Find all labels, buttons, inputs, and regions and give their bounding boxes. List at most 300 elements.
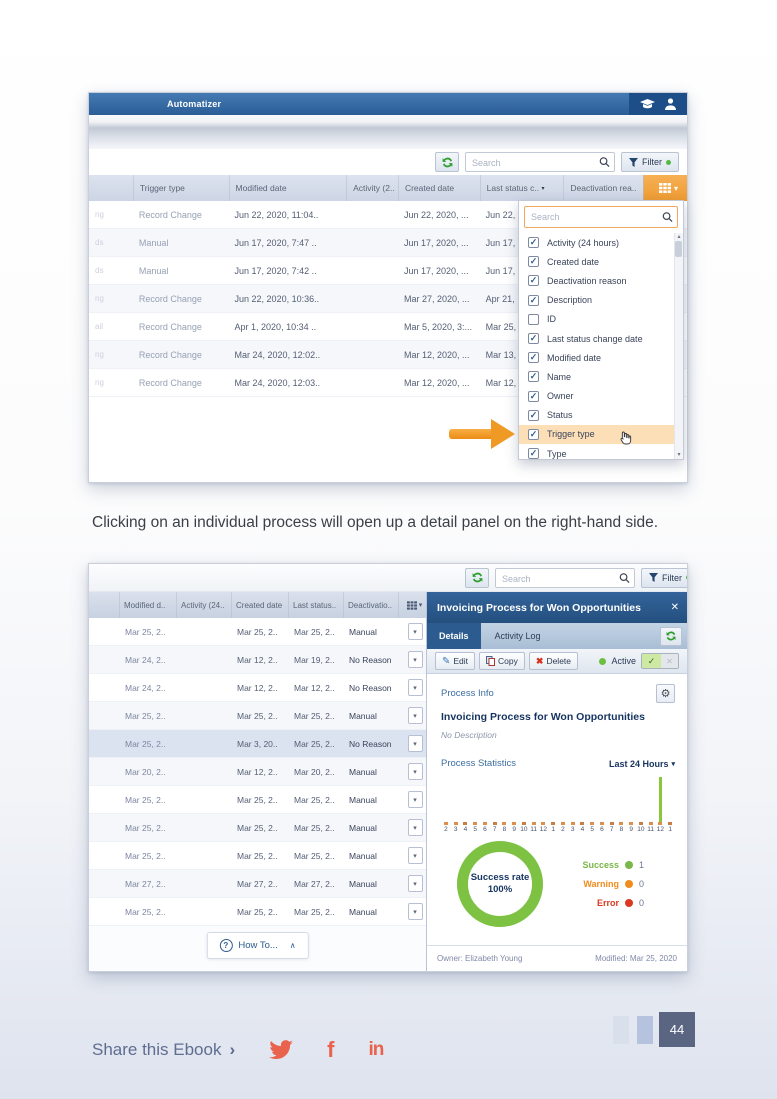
col-modified[interactable]: Modified d.. <box>119 592 176 618</box>
how-to-button[interactable]: ? How To... ∧ <box>206 932 308 959</box>
modified-date-cell: Mar 25, 2.. <box>125 906 166 917</box>
share-label: Share this Ebook <box>92 1040 222 1059</box>
modified-date-cell: Mar 25, 2.. <box>125 626 166 637</box>
activity-cell <box>346 294 398 304</box>
axis-tick <box>590 822 594 825</box>
filter-button[interactable]: Filter <box>641 568 687 588</box>
col-activity[interactable]: Activity (2.. <box>346 175 398 201</box>
share-row <box>92 1037 383 1063</box>
search-input[interactable] <box>496 570 634 588</box>
legend-value: 0 <box>639 898 645 908</box>
modified-date-cell: Mar 24, 2020, 12:02.. <box>234 349 321 360</box>
axis-tick <box>502 822 506 825</box>
graduation-cap-icon[interactable] <box>640 99 655 110</box>
axis-tick <box>444 822 448 825</box>
toggle-on-check: ✓ <box>642 654 661 668</box>
panel-header <box>427 592 687 623</box>
axis-tick <box>649 822 653 825</box>
axis-hour-label: 7 <box>609 826 614 833</box>
created-date-cell: Mar 25, 2.. <box>237 710 278 721</box>
page-deco-square-1 <box>613 1016 629 1044</box>
last-status-cell: Mar 25, 2.. <box>294 710 335 721</box>
activity-cell <box>176 683 231 693</box>
deactivation-reason-cell: Manual <box>349 878 377 889</box>
table-row[interactable] <box>89 758 426 786</box>
row-actions-dropdown[interactable]: ▾ <box>408 651 423 668</box>
toolbar <box>89 564 687 592</box>
row-actions-dropdown[interactable]: ▾ <box>408 679 423 696</box>
row-actions-dropdown[interactable]: ▾ <box>408 875 423 892</box>
chevron-up-icon: ∧ <box>289 941 296 950</box>
checkbox-label: Description <box>547 295 593 306</box>
table-row[interactable] <box>89 786 426 814</box>
activity-cell <box>176 767 231 777</box>
activity-cell <box>176 851 231 861</box>
panel-toolbar <box>427 649 687 674</box>
column-checkbox-item[interactable] <box>519 252 674 271</box>
refresh-icon <box>665 630 677 642</box>
axis-tick <box>561 822 565 825</box>
chart-hour-slot <box>578 822 588 833</box>
created-date-cell: Jun 22, 2020, ... <box>403 209 469 220</box>
axis-hour-label: 1 <box>551 826 555 833</box>
legend-value: 1 <box>639 860 645 870</box>
created-date-cell: Jun 17, 2020, ... <box>403 237 469 248</box>
legend-dot <box>625 880 633 888</box>
chart-hour-slot <box>529 822 539 833</box>
row-cut-text: ds <box>95 238 104 247</box>
axis-hour-label: 3 <box>453 826 458 833</box>
chart-hour-slot <box>548 822 558 833</box>
checkbox-checked[interactable]: ✓ <box>529 256 538 267</box>
panel-refresh-button[interactable] <box>660 627 682 646</box>
created-date-cell: Jun 17, 2020, ... <box>403 265 469 276</box>
last-status-cell: Mar 12, <box>485 377 517 388</box>
legend-dot <box>625 861 633 869</box>
col-created[interactable]: Created date <box>231 592 288 618</box>
col-deactivation-reason[interactable]: Deactivation rea.. <box>563 175 643 201</box>
axis-hour-label: 6 <box>483 826 487 833</box>
table-row[interactable] <box>89 842 426 870</box>
modified-date-cell: Mar 25, 2.. <box>125 850 166 861</box>
row-actions-dropdown[interactable]: ▾ <box>408 763 423 780</box>
status-label: Active <box>611 656 636 666</box>
column-checkbox-item[interactable] <box>519 387 674 406</box>
chart-hour-slot <box>461 822 471 833</box>
deactivation-reason-cell: Manual <box>349 710 377 721</box>
process-table <box>89 592 426 971</box>
grid-icon <box>407 601 417 610</box>
modified-date-cell: Mar 24, 2.. <box>125 654 166 665</box>
dropdown-search-input[interactable] <box>525 207 677 227</box>
chart-hour-slot <box>509 822 519 833</box>
deactivation-reason-cell: Manual <box>349 822 377 833</box>
axis-hour-label: 2 <box>561 826 565 833</box>
chart-hour-slot <box>558 822 568 833</box>
checkbox-label: Last status change date <box>547 333 643 344</box>
chart-hour-slot <box>539 822 549 833</box>
axis-tick <box>658 822 662 825</box>
toolbar <box>89 149 687 175</box>
activity-cell <box>346 350 398 360</box>
trigger-type-cell: Manual <box>138 237 169 248</box>
app-title: Automatizer <box>167 99 222 109</box>
checkbox-label: Status <box>547 410 573 421</box>
column-checkbox-item[interactable] <box>519 310 674 329</box>
created-date-cell: Mar 12, 2020, ... <box>403 377 470 388</box>
refresh-icon <box>441 156 454 169</box>
table-row[interactable] <box>89 870 426 898</box>
last-status-cell: Mar 20, 2.. <box>294 766 335 777</box>
window-band <box>89 115 687 149</box>
question-icon: ? <box>219 939 232 952</box>
row-cut-text: ng <box>95 378 104 387</box>
axis-hour-label: 1 <box>668 826 672 833</box>
close-icon[interactable]: ✕ <box>670 602 679 613</box>
table-row[interactable] <box>89 646 426 674</box>
search-input[interactable] <box>466 154 614 172</box>
row-actions-dropdown[interactable]: ▾ <box>408 707 423 724</box>
column-checkbox-item[interactable] <box>519 367 674 386</box>
axis-hour-label: 4 <box>463 826 468 833</box>
created-date-cell: Mar 12, 2.. <box>237 654 278 665</box>
pencil-icon: ✎ <box>442 655 451 667</box>
process-name: Invoicing Process for Won Opportunities <box>441 711 645 723</box>
last-status-cell: Mar 25, 2.. <box>294 738 335 749</box>
axis-hour-label: 12 <box>539 826 547 833</box>
axis-hour-label: 6 <box>600 826 604 833</box>
chart-hour-slot <box>587 822 597 833</box>
refresh-button[interactable] <box>435 152 459 172</box>
filter-active-dot <box>686 575 687 580</box>
filter-button[interactable]: Filter <box>621 152 679 172</box>
refresh-button[interactable] <box>465 568 489 588</box>
table-row[interactable] <box>89 898 426 926</box>
table-row[interactable] <box>89 702 426 730</box>
table-body <box>89 618 426 926</box>
legend-label: Warning <box>583 879 619 889</box>
trigger-type-cell: Record Change <box>138 349 202 360</box>
column-chooser-dropdown <box>518 200 684 460</box>
caption-text: Clicking on an individual process will open up a detail panel on the right-hand side. <box>92 514 659 531</box>
checkbox-checked[interactable]: ✓ <box>529 237 538 248</box>
last-status-cell: Mar 25, 2.. <box>294 850 335 861</box>
callout-arrow <box>449 419 515 449</box>
axis-tick <box>600 822 604 825</box>
axis-hour-label: 3 <box>570 826 575 833</box>
toggle-off-x: ✕ <box>661 654 678 668</box>
checkbox-checked[interactable]: ✓ <box>529 294 538 305</box>
chart-hour-slot <box>470 822 480 833</box>
chevron-right-icon: › <box>229 1040 236 1059</box>
table-row[interactable] <box>89 730 426 758</box>
checkbox-label: Created date <box>547 256 600 267</box>
axis-tick <box>473 822 477 825</box>
last-status-cell: Mar 27, 2.. <box>294 878 335 889</box>
owner-label: Owner: Elizabeth Young <box>437 954 523 963</box>
row-actions-dropdown[interactable]: ▾ <box>408 623 423 640</box>
created-date-cell: Mar 12, 2020, ... <box>403 349 470 360</box>
column-chooser-button[interactable] <box>643 175 687 201</box>
axis-tick <box>454 822 458 825</box>
modified-date-cell: Jun 22, 2020, 11:04.. <box>234 209 319 220</box>
last-status-cell: Mar 25, 2.. <box>294 626 335 637</box>
axis-tick <box>463 822 467 825</box>
chart-hour-slot <box>597 822 607 833</box>
page-number: 44 <box>659 1012 695 1047</box>
search-icon <box>662 212 673 223</box>
created-date-cell: Mar 25, 2.. <box>237 906 278 917</box>
chart-hour-slot <box>480 822 490 833</box>
automatizer-window-2 <box>88 563 688 972</box>
table-header <box>89 175 687 201</box>
column-checkbox-list <box>519 233 674 459</box>
sort-caret-icon: ▾ <box>541 185 545 192</box>
axis-hour-label: 10 <box>637 826 645 833</box>
chart-hour-slot <box>626 822 636 833</box>
grid-icon <box>659 183 671 193</box>
axis-hour-label: 5 <box>473 826 477 833</box>
copy-button[interactable]: Copy <box>479 652 525 670</box>
chart-hour-slot <box>656 822 666 833</box>
facebook-icon: f <box>327 1037 335 1062</box>
panel-body <box>427 674 687 945</box>
deactivation-reason-cell: No Reason <box>349 654 392 665</box>
checkbox-label: Name <box>547 371 572 382</box>
search-field[interactable] <box>465 152 615 172</box>
checkbox-checked[interactable]: ✓ <box>529 390 538 401</box>
column-checkbox-item[interactable] <box>519 291 674 310</box>
scroll-up-icon[interactable]: ▴ <box>677 234 681 240</box>
scrollbar[interactable] <box>674 233 683 459</box>
axis-tick <box>493 822 497 825</box>
arrow-tail <box>449 429 491 439</box>
last-status-cell: Mar 25, 2.. <box>294 906 335 917</box>
deactivation-reason-cell: Manual <box>349 906 377 917</box>
user-icon[interactable] <box>665 98 676 110</box>
column-chooser-button[interactable] <box>398 592 426 618</box>
axis-tick <box>610 822 614 825</box>
checkbox-checked[interactable]: ✓ <box>529 352 538 363</box>
checkbox-checked[interactable]: ✓ <box>529 448 538 459</box>
chart-hour-slot <box>617 822 627 833</box>
created-date-cell: Mar 5, 2020, 3:... <box>403 321 472 332</box>
chart-hour-slot <box>636 822 646 833</box>
automatizer-window-1 <box>88 92 688 483</box>
axis-hour-label: 8 <box>619 826 624 833</box>
activity-cell <box>176 823 231 833</box>
created-date-cell: Mar 3, 20.. <box>237 738 278 749</box>
checkbox-label: Modified date <box>547 352 602 363</box>
row-actions-dropdown[interactable]: ▾ <box>408 735 423 752</box>
table-header <box>89 592 426 618</box>
detail-panel <box>426 592 687 971</box>
checkbox-label: Activity (24 hours) <box>547 237 620 248</box>
active-toggle[interactable] <box>641 653 679 669</box>
col-last-status[interactable]: Last status c.. ▾ <box>480 175 564 201</box>
legend-row <box>573 898 644 908</box>
hand-cursor-icon <box>617 429 633 447</box>
chevron-down-icon: ▾ <box>671 760 675 768</box>
chart-hour-slot <box>519 822 529 833</box>
col-trigger-type[interactable]: Trigger type <box>133 175 229 201</box>
row-actions-dropdown[interactable]: ▾ <box>408 903 423 920</box>
filter-funnel-icon <box>629 158 638 167</box>
activity-cell <box>176 907 231 917</box>
table-row[interactable] <box>89 674 426 702</box>
checkbox-checked[interactable]: ✓ <box>529 371 538 382</box>
axis-tick <box>512 822 516 825</box>
refresh-icon <box>471 571 484 584</box>
scrollbar-thumb[interactable] <box>675 241 682 257</box>
axis-hour-label: 10 <box>520 826 528 833</box>
table-row[interactable] <box>89 618 426 646</box>
modified-date-cell: Mar 24, 2.. <box>125 682 166 693</box>
column-checkbox-item[interactable] <box>519 329 674 348</box>
created-date-cell: Mar 25, 2.. <box>237 822 278 833</box>
column-checkbox-item[interactable] <box>519 271 674 290</box>
edit-button[interactable]: ✎ Edit <box>435 652 475 670</box>
last-status-cell: Mar 25, 2.. <box>294 794 335 805</box>
axis-hour-label: 12 <box>656 826 664 833</box>
checkbox-label: Trigger type <box>547 429 595 440</box>
legend-row <box>573 860 644 870</box>
row-actions-dropdown[interactable]: ▾ <box>408 791 423 808</box>
filter-active-dot <box>666 160 671 165</box>
chevron-down-icon: ▾ <box>418 602 423 609</box>
axis-tick <box>619 822 623 825</box>
row-cut-text: ng <box>95 350 104 359</box>
linkedin-icon: in <box>368 1039 384 1060</box>
chart-hour-slot <box>451 822 461 833</box>
legend-label: Success <box>582 860 619 870</box>
chart-hour-slot <box>500 822 510 833</box>
chart-hour-slot <box>646 822 656 833</box>
last-status-cell: Jun 17, <box>485 265 516 276</box>
panel-title: Invoicing Process for Won Opportunities <box>437 601 641 614</box>
created-date-cell: Mar 25, 2.. <box>237 850 278 861</box>
legend-label: Error <box>596 898 619 908</box>
delete-button[interactable]: ✖ Delete <box>529 652 578 670</box>
col-last-status[interactable]: Last status.. <box>288 592 343 618</box>
chart-legend <box>573 860 644 908</box>
col-activity[interactable]: Activity (24.. <box>176 592 231 618</box>
legend-row <box>573 879 644 889</box>
column-checkbox-item[interactable] <box>519 406 674 425</box>
success-rate-section <box>441 841 675 927</box>
process-statistics-label: Process Statistics <box>441 758 516 769</box>
chart-hour-slot <box>665 822 675 833</box>
checkbox-checked[interactable]: ✓ <box>529 333 538 344</box>
deactivation-reason-cell: No Reason <box>349 738 392 749</box>
row-actions-dropdown[interactable]: ▾ <box>408 819 423 836</box>
created-date-cell: Mar 25, 2.. <box>237 794 278 805</box>
table-row[interactable] <box>89 814 426 842</box>
axis-hour-label: 11 <box>530 826 537 833</box>
linkedin-button[interactable] <box>368 1039 383 1061</box>
created-date-cell: Mar 25, 2.. <box>237 626 278 637</box>
tab-details[interactable]: Details <box>427 623 481 649</box>
axis-hour-label: 9 <box>629 826 633 833</box>
last-status-cell: Mar 12, 2.. <box>294 682 335 693</box>
column-checkbox-item[interactable] <box>519 425 674 444</box>
panel-tabs <box>427 623 687 649</box>
trigger-type-cell: Record Change <box>138 377 202 388</box>
scroll-down-icon[interactable]: ▾ <box>677 452 681 458</box>
facebook-button[interactable] <box>327 1037 334 1063</box>
checkbox-checked[interactable]: ✓ <box>529 428 538 439</box>
axis-tick <box>580 822 584 825</box>
deactivation-reason-cell: No Reason <box>349 682 392 693</box>
axis-tick <box>571 822 575 825</box>
dropdown-search-field[interactable] <box>524 206 678 228</box>
modified-date-cell: Mar 24, 2020, 12:03.. <box>234 377 321 388</box>
last-status-cell: Mar 25, <box>485 321 517 332</box>
success-bar <box>659 777 662 822</box>
last-status-cell: Jun 17, <box>485 237 516 248</box>
col-deactivation[interactable]: Deactivatio.. <box>343 592 398 618</box>
trigger-type-cell: Record Change <box>138 293 202 304</box>
axis-hour-label: 9 <box>512 826 516 833</box>
checkbox-unchecked[interactable] <box>528 314 539 325</box>
tab-activity-log[interactable]: Activity Log <box>494 631 541 641</box>
axis-tick <box>639 822 643 825</box>
checkbox-checked[interactable]: ✓ <box>529 409 538 420</box>
created-date-cell: Mar 12, 2.. <box>237 766 278 777</box>
chevron-down-icon: ▾ <box>674 183 679 193</box>
time-range-selector[interactable]: Last 24 Hours ▾ <box>608 758 675 769</box>
search-field[interactable] <box>495 568 635 588</box>
panel-footer <box>427 945 687 971</box>
axis-tick <box>522 822 526 825</box>
legend-value: 0 <box>639 879 645 889</box>
checkbox-label: ID <box>547 314 556 325</box>
active-status-dot <box>599 658 606 665</box>
modified-date-cell: Jun 22, 2020, 10:36.. <box>234 293 320 304</box>
axis-hour-label: 5 <box>590 826 594 833</box>
checkbox-checked[interactable]: ✓ <box>529 275 538 286</box>
last-status-cell: Mar 13, <box>485 349 517 360</box>
column-checkbox-item[interactable] <box>519 444 674 460</box>
column-checkbox-item[interactable] <box>519 233 674 252</box>
twitter-button[interactable] <box>269 1040 293 1060</box>
last-status-cell: Apr 21, <box>485 293 515 304</box>
modified-date-cell: Mar 25, 2.. <box>125 738 166 749</box>
deactivation-reason-cell: Manual <box>349 850 377 861</box>
modified-date-cell: Mar 25, 2.. <box>125 710 166 721</box>
axis-tick <box>629 822 633 825</box>
row-actions-dropdown[interactable]: ▾ <box>408 847 423 864</box>
checkbox-label: Owner <box>547 391 574 402</box>
chart-hour-slot <box>490 822 500 833</box>
col-created-date[interactable]: Created date <box>398 175 480 201</box>
row-cut-text: ail <box>95 322 104 331</box>
axis-hour-label: 7 <box>492 826 497 833</box>
axis-hour-label: 8 <box>502 826 507 833</box>
col-modified-date[interactable]: Modified date <box>229 175 347 201</box>
chart-hour-slot <box>441 822 451 833</box>
chart-hour-slot <box>607 822 617 833</box>
trigger-type-cell: Manual <box>138 265 169 276</box>
trigger-type-cell: Record Change <box>138 321 202 332</box>
chart-hour-slot <box>568 822 578 833</box>
copy-icon <box>486 656 495 666</box>
page-deco-square-2 <box>637 1016 653 1044</box>
gear-icon[interactable]: ⚙ <box>656 684 675 703</box>
column-checkbox-item[interactable] <box>519 348 674 367</box>
axis-hour-label: 4 <box>580 826 585 833</box>
title-bar <box>89 93 687 115</box>
